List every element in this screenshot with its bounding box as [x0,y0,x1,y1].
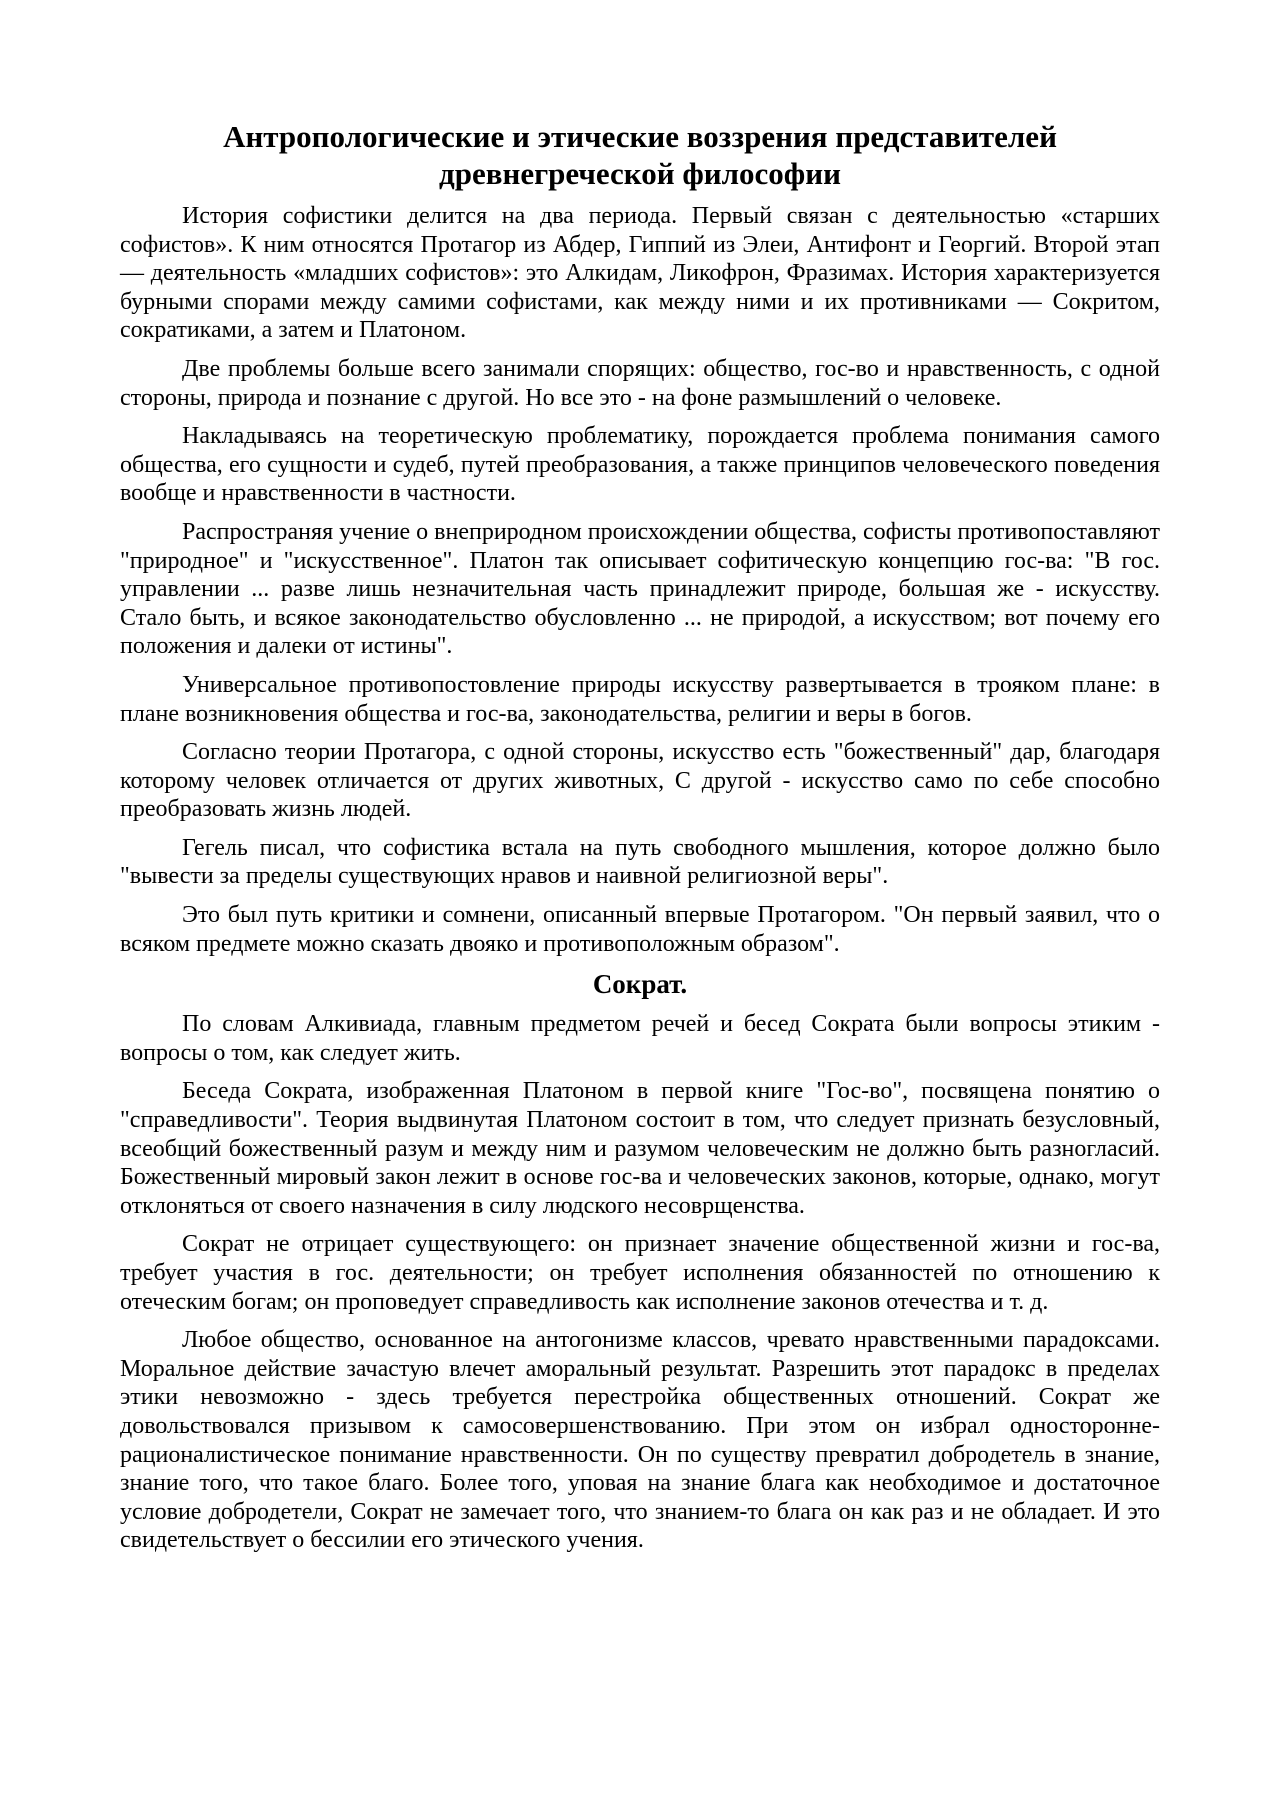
paragraph-justice-dialogue: Беседа Сократа, изображенная Платоном в первой книге "Гос-во", посвящена понятию о "справедливости". Теория выдвинутая Платоном состоит в том, что следует признать безусловный, всеобщий божественный разум и между ним и разумом человеческим не должно быть разногласий. Божественный мировый закон лежит в основе гос-ва и человеческих законов, которые, однако, могут отклоняться от своего назначения в силу людского несоврщенства. [120,1078,1160,1219]
paragraph-two-problems: Две проблемы больше всего занимали спорящих: общество, гос-во и нравственность, с одной стороны, природа и познание с другой. Но все это - на фоне размышлений о человеке. [120,355,1160,411]
paragraph-sophistics-history: История софистики делится на два периода. Первый связан с деятельностью «старших софистов». К ним относятся Протагор из Абдер, Гиппий из Элеи, Антифонт и Георгий. Второй этап — деятельность «младших софистов»: это Алкидам, Ликофрон, Фразимах. История характеризуется бурными спорами между самими софистами, как между ними и их противниками — Сокритом, сократиками, а затем и Платоном. [120,203,1160,344]
paragraph-socrates-society: Сократ не отрицает существующего: он признает значение общественной жизни и гос-ва, требует участия в гос. деятельности; он требует исполнения обязанностей по отношению к отеческим богам; он проповедует справедливость как исполнение законов отечества и т. д. [120,1231,1160,1315]
paragraph-natural-vs-artificial: Распространяя учение о внеприродном происхождении общества, софисты противопоставляют "природное" и "искусственное". Платон так описывает софитическую концепцию гос-ва: "В гос. управлении ... разве лишь незначительная часть принадлежит природе, большая же - искусству. Стало быть, и всякое законодательство обусловленно ... не природой, а искусством; вот почему его положения и далеки от истины". [120,518,1161,660]
document-title-line-1: Антропологические и этические воззрения представителей [223,119,1057,154]
document-page [120,118,1160,1565]
paragraph-moral-paradoxes: Любое общество, основанное на антогонизме классов, чревато нравственными парадоксами. Моральное действие зачастую влечет аморальный результат. Разрешить этот парадокс в пределах этики невозможно - здесь требуется перестройка общественных отношений. Сократ же довольствовался призывом к самосовершенствованию. При этом он избрал одностороннe-рационалистическое понимание нравственности. Он по существу превратил добродетель в знание, знание того, что такое благо. Более того, уповая на знание блага как необходимое и достаточное условие добродетели, Сократ не замечает того, что знанием-то блага он как раз и не обладает. И это свидетельствует о бессилии его этического учения. [120,1327,1160,1554]
section-heading-socrates: Сократ. [592,969,688,1000]
document-title [120,118,1160,192]
paragraph-universal-opposition: Универсальное противопостовление природы искусству развертывается в трояком плане: в плане возникновения общества и гос-ва, законодательства, религии и веры в богов. [120,671,1160,727]
paragraph-hegel: Гегель писал, что софистика встала на путь свободного мышления, которое должно было "вывести за пределы существующих нравов и наивной религиозной веры". [120,834,1160,890]
paragraph-criticism-path: Это был путь критики и сомнени, описанный впервые Протагором. "Он первый заявил, что о всяком предмете можно сказать двояко и противоположным образом". [120,902,1160,957]
paragraph-protagoras-theory: Согласно теории Протагора, с одной стороны, искусство есть "божественный" дар, благодаря которому человек отличается от других животных, С другой - искусство само по себе способно преобразовать жизнь людей. [120,739,1160,823]
document-title-line-2: древнегреческой философии [439,156,841,191]
paragraph-alcibiades: По словам Алкивиада, главным предметом речей и бесед Сократа были вопросы этиким - вопросы о том, как следует жить. [120,1011,1160,1066]
paragraph-society-understanding: Накладываясь на теоретическую проблематику, порождается проблема понимания самого общества, его сущности и судеб, путей преобразования, а также принципов человеческого поведения вообще и нравственности в частности. [120,423,1160,507]
